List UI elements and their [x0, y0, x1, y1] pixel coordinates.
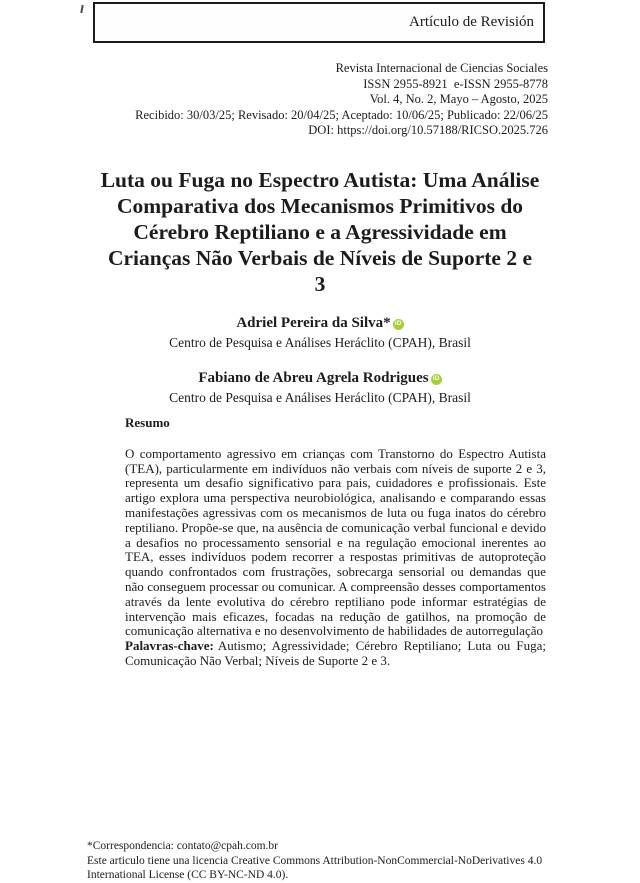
article-type-label: Artículo de Revisión — [409, 14, 534, 30]
author-1 — [0, 313, 640, 352]
author-2 — [0, 368, 640, 407]
license-note: Este articulo tiene una licencia Creative Commons Attribution-NonCommercial-NoDerivatives 4.0 International License (CC BY-NC-ND 4.0). — [87, 854, 543, 882]
page-title — [80, 167, 560, 297]
footnotes — [87, 839, 587, 883]
keywords-line — [125, 639, 546, 669]
author-affiliation: Centro de Pesquisa e Análises Heráclito (CPAH), Brasil — [169, 335, 471, 350]
author-name: Adriel Pereira da Silva — [236, 315, 384, 331]
journal-issn: ISSN 2955-8921 e-ISSN 2955-8778 — [363, 76, 548, 91]
journal-volume: Vol. 4, No. 2, Mayo – Agosto, 2025 — [369, 92, 548, 107]
title-line: 3 — [314, 272, 326, 296]
correspondence-marker: * — [383, 315, 391, 331]
keywords-text: Autismo; Agressividade; Cérebro Reptiliano; Luta ou Fuga; Comunicação Não Verbal; Níveis de Suporte 2 e 3. — [125, 638, 546, 668]
orcid-icon-glyph: iD — [394, 320, 402, 327]
journal-history: Recibido: 30/03/25; Revisado: 20/04/25; Aceptado: 10/06/25; Publicado: 22/06/25 — [135, 107, 548, 122]
page-edge-artifact — [80, 5, 83, 13]
abstract-body: O comportamento agressivo em crianças com Transtorno do Espectro Autista (TEA), particularmente em indivíduos não verbais com níveis de suporte 2 e 3, representa um desafio significativo para pais, cuidadores e profissionais. Este artigo explora uma perspectiva neurobiológica, analisando e comparando essas manifestações agressivas com os mecanismos de luta ou fuga inatos do cérebro reptiliano. Propõe-se que, na ausência de comunicação verbal funcional e devido a desafios no processamento sensorial e na regulação emocional inerentes ao TEA, esses indivíduos podem recorrer a respostas primitivas de autoproteção quando confrontados com frustrações, sobrecarga sensorial ou demandas que não conseguem processar ou comunicar. A compreensão desses comportamentos através da lente evolutiva do cérebro reptiliano pode informar estratégias de intervenção mais eficazes, focadas na redução de gatilhos, na promoção de comunicação alternativa e no desenvolvimento de habilidades de autorregulação — [125, 445, 546, 639]
title-line: Cérebro Reptiliano e a Agressividade em — [133, 220, 507, 244]
title-line: Luta ou Fuga no Espectro Autista: Uma Análise — [100, 168, 540, 192]
journal-name: Revista Internacional de Ciencias Sociales — [335, 61, 548, 75]
orcid-icon-glyph: iD — [432, 375, 440, 382]
orcid-icon[interactable] — [393, 319, 404, 330]
title-line: Crianças Não Verbais de Níveis de Suporte 2 e — [107, 246, 533, 270]
title-line: Comparativa dos Mecanismos Primitivos do — [116, 194, 524, 218]
keywords-label: Palavras-chave: — [125, 638, 214, 654]
abstract-heading: Resumo — [125, 415, 170, 430]
journal-doi: DOI: https://doi.org/10.57188/RICSO.2025.726 — [308, 123, 548, 138]
article-type-box — [93, 2, 545, 43]
authors-block — [0, 313, 640, 423]
author-2-name-line — [0, 368, 640, 388]
author-affiliation: Centro de Pesquisa e Análises Heráclito (CPAH), Brasil — [169, 390, 471, 405]
correspondence-note: *Correspondencia: contato@cpah.com.br — [87, 840, 279, 852]
abstract-section — [125, 416, 546, 669]
journal-header — [88, 61, 548, 139]
orcid-icon[interactable] — [431, 374, 442, 385]
author-1-name-line — [0, 313, 640, 333]
author-name: Fabiano de Abreu Agrela Rodrigues — [198, 370, 429, 386]
